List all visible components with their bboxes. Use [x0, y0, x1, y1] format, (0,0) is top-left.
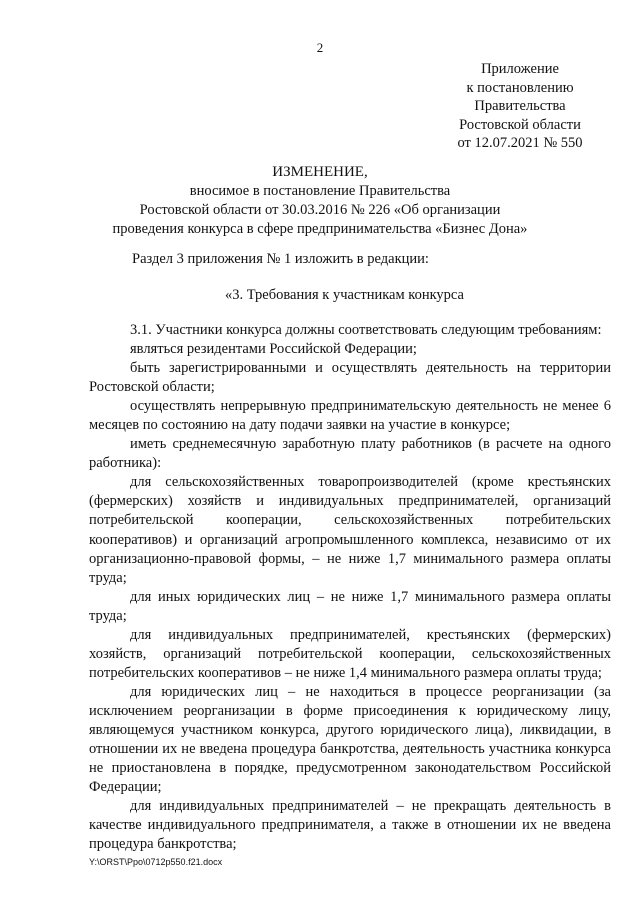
appendix-line: Ростовской области — [459, 116, 581, 133]
paragraph: быть зарегистрированными и осуществлять деятельность на территории Ростовской области; — [89, 360, 611, 396]
file-path-footer: Y:\ORST\Ppo\0712p550.f21.docx — [89, 857, 223, 867]
document-body — [89, 321, 611, 854]
heading-line: Ростовской области от 30.03.2016 № 226 «Об организации — [139, 202, 501, 218]
page-number: 2 — [316, 40, 324, 55]
paragraph: для иных юридических лиц – не ниже 1,7 минимального размера оплаты труда; — [89, 588, 611, 624]
appendix-block — [440, 60, 600, 153]
appendix-line: Приложение — [481, 61, 559, 77]
section-title: «3. Требования к участникам конкурса — [225, 287, 464, 303]
paragraph: 3.1. Участники конкурса должны соответствовать следующим требованиям: — [130, 322, 602, 338]
intro-text: Раздел 3 приложения № 1 изложить в редакции: — [132, 251, 429, 267]
heading-line: вносимое в постановление Правительства — [189, 183, 451, 199]
appendix-line: к постановлению — [466, 79, 574, 96]
appendix-line: от 12.07.2021 № 550 — [457, 135, 583, 151]
heading-line: проведения конкурса в сфере предпринимательства «Бизнес Дона» — [112, 221, 528, 237]
appendix-line: Правительства — [474, 98, 566, 114]
paragraph: иметь среднемесячную заработную плату работников (в расчете на одного работника): — [89, 436, 611, 472]
paragraph: для юридических лиц – не находиться в процессе реорганизации (за исключением реорганизации в форме присоединения к юридическому лицу, являющемуся участником конкурса, другого юридического лица), ликвидации, в отношении их не введена процедура банкротства, деятельность участника конкурса не приостановлена в порядке, предусмотренном законодательством Российской Федерации; — [89, 683, 611, 796]
paragraph: для сельскохозяйственных товаропроизводителей (кроме крестьянских (фермерских) хозяйств и индивидуальных предпринимателей, организаций потребительской кооперации, сельскохозяйственных потребительских кооперативов) и организаций агропромышленного комплекса, независимо от их организационно-правовой формы, – не ниже 1,7 минимального размера оплаты труда; — [89, 474, 611, 586]
paragraph: для индивидуальных предпринимателей, крестьянских (фермерских) хозяйств, организаций потребительской кооперации, сельскохозяйственных потребительских кооперативов – не ниже 1,4 минимального размера оплаты труда; — [89, 626, 611, 681]
heading-title: ИЗМЕНЕНИЕ, — [272, 164, 368, 180]
paragraph: осуществлять непрерывную предпринимательскую деятельность не менее 6 месяцев по состоянию на дату подачи заявки на участие в конкурсе; — [89, 398, 611, 434]
paragraph: для индивидуальных предпринимателей – не прекращать деятельность в качестве индивидуального предпринимателя, а также в отношении их не введена процедура банкротства; — [89, 798, 611, 853]
paragraph: являться резидентами Российской Федерации; — [130, 341, 417, 358]
document-heading — [0, 163, 640, 239]
